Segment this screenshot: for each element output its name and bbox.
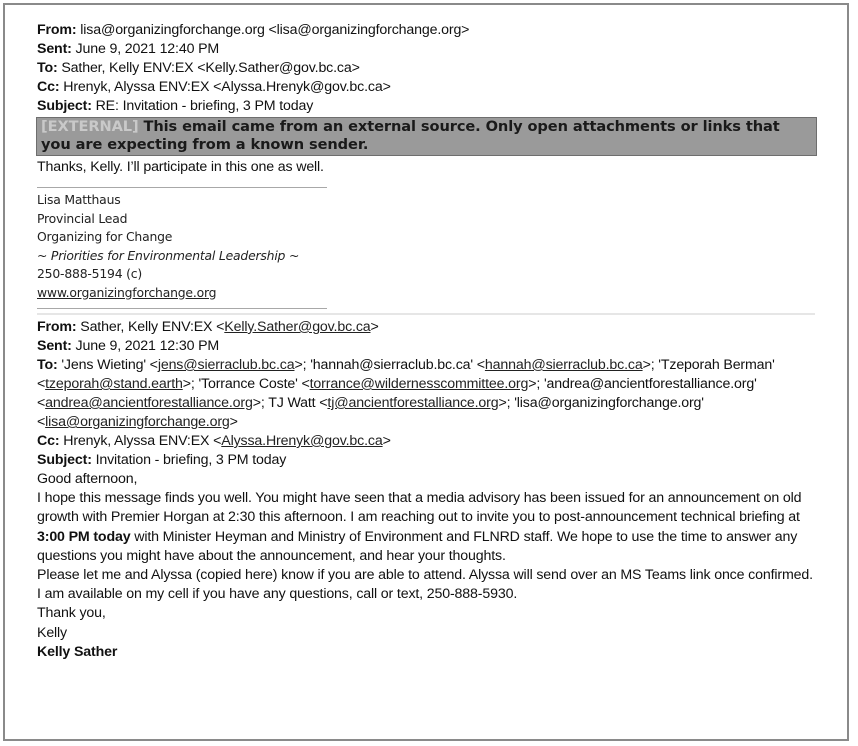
recipient-email-link[interactable]: torrance@wildernesscommittee.org (309, 376, 529, 392)
external-warning-text: This email came from an external source. Only open attachments or links that you are expecting from a known sender. (41, 118, 780, 153)
recipient-display-name: TJ Watt < (268, 395, 328, 411)
signature-title: Provincial Lead (37, 210, 128, 226)
recipient-separator: >; (182, 376, 199, 392)
to-line (37, 59, 817, 78)
subject-value-2: Invitation - briefing, 3 PM today (95, 452, 287, 468)
signature-tagline (37, 247, 817, 266)
greeting: Good afternoon, (37, 471, 138, 487)
recipient-separator: >; (294, 357, 311, 373)
subject-line-2 (37, 451, 817, 470)
signature-phone: 250-888-5194 (c) (37, 266, 142, 281)
closing: Thank you, (37, 605, 106, 622)
sign-full-name-text: Kelly Sather (37, 643, 118, 660)
sent-line (37, 40, 817, 59)
paragraph-2: Please let me and Alyssa (copied here) know if you are able to attend. Alyssa will send over an MS Teams link once confirmed. (37, 567, 813, 584)
recipient-email-link[interactable]: tj@ancientforestalliance.org (327, 395, 499, 411)
from-email-link[interactable]: Kelly.Sather@gov.bc.ca (224, 319, 371, 335)
signature-block (37, 191, 817, 302)
recipient-separator: >; (498, 395, 515, 411)
cc-line (37, 78, 817, 97)
recipient-list (37, 357, 775, 430)
cc-label-2: Cc: (37, 433, 60, 449)
signature-name: Lisa Matthaus (37, 192, 121, 207)
signature-org: Organizing for Change (37, 229, 173, 244)
cc-name-2: Hrenyk, Alyssa ENV:EX < (63, 433, 222, 449)
signature-website-link[interactable]: www.organizingforchange.org (37, 284, 217, 300)
email-thread (37, 21, 817, 662)
reply-body: Thanks, Kelly. I’ll participate in this one as well. (37, 159, 324, 175)
cc-line-2: Cc: Hrenyk, Alyssa ENV:EX <Alyssa.Hrenyk@gov.bc.ca> (37, 433, 391, 449)
to-label-2: To: (37, 357, 58, 373)
recipient (310, 357, 658, 373)
recipient (198, 376, 543, 392)
recipient-display-name: 'lisa@organizingforchange.org' < (37, 395, 704, 430)
external-tag: [EXTERNAL] (41, 118, 139, 135)
subject-label: Subject: (37, 98, 92, 114)
briefing-time: 3:00 PM today (37, 528, 131, 545)
subject-line (37, 97, 817, 116)
from-label: From: (37, 22, 77, 38)
signature-divider (37, 187, 327, 188)
recipient (61, 357, 310, 373)
recipient-display-name: 'Tzeporah Berman' < (37, 357, 775, 392)
recipient-email-link[interactable]: hannah@sierraclub.bc.ca (484, 357, 643, 373)
paragraph-1-part-a: I hope this message finds you well. You might have seen that a media advisory has been issued for an announcement on old growth with Premier Horgan at 2:30 this afternoon. I am reaching out to invite you to post-announcement technical briefing at (37, 490, 802, 526)
from-line-2: From: Sather, Kelly ENV:EX <Kelly.Sather@gov.bc.ca> (37, 319, 379, 335)
from-line (37, 21, 817, 40)
to-label: To: (37, 60, 58, 76)
sign-first-name: Kelly (37, 624, 68, 641)
recipient-display-name: 'andrea@ancientforestalliance.org' < (37, 376, 757, 411)
paragraph-1 (37, 489, 817, 566)
recipient-separator: >; (252, 395, 269, 411)
sent-value-2: June 9, 2021 12:30 PM (75, 338, 220, 354)
sent-label-2: Sent: (37, 338, 72, 354)
sent-label: Sent: (37, 41, 72, 57)
signature-divider-bottom (37, 308, 327, 309)
cc-label: Cc: (37, 79, 60, 95)
paragraph-1-part-b: with Minister Heyman and Ministry of Environment and FLNRD staff. We hope to use the time to answer any questions you might have about the announcement, and hear your thoughts. (37, 528, 798, 564)
recipient-display-name: 'Torrance Coste' < (198, 376, 310, 392)
recipient (268, 395, 514, 411)
recipient-email-link[interactable]: tzeporah@stand.earth (45, 376, 183, 392)
message-body (37, 470, 817, 662)
cc-value: Hrenyk, Alyssa ENV:EX <Alyssa.Hrenyk@gov.bc.ca> (63, 79, 391, 95)
signature-tagline-text: ~ Priorities for Environmental Leadership ~ (37, 247, 300, 263)
recipient-separator: >; (528, 376, 544, 392)
cc-email-link[interactable]: Alyssa.Hrenyk@gov.bc.ca (221, 433, 383, 449)
sent-value: June 9, 2021 12:40 PM (75, 41, 220, 57)
to-line-2 (37, 356, 817, 432)
subject-value: RE: Invitation - briefing, 3 PM today (95, 98, 314, 114)
from-value: lisa@organizingforchange.org <lisa@organizingforchange.org> (80, 22, 470, 38)
sign-full-name (37, 643, 817, 662)
recipient-email-link[interactable]: lisa@organizingforchange.org (45, 414, 230, 430)
recipient-display-name: 'hannah@sierraclub.bc.ca' < (310, 357, 485, 373)
recipient-display-name: 'Jens Wieting' < (61, 357, 158, 373)
from-label-2: From: (37, 319, 77, 335)
from-name-2: Sather, Kelly ENV:EX < (80, 319, 225, 335)
paragraph-3: I am available on my cell if you have any questions, call or text, 250-888-5930. (37, 586, 518, 603)
recipient-email-link[interactable]: andrea@ancientforestalliance.org (45, 395, 253, 411)
to-value: Sather, Kelly ENV:EX <Kelly.Sather@gov.bc.ca> (61, 60, 360, 76)
message-separator (37, 313, 815, 315)
external-warning-banner (36, 117, 817, 156)
recipient-email-link[interactable]: jens@sierraclub.bc.ca (157, 357, 295, 373)
subject-label-2: Subject: (37, 452, 92, 468)
recipient-separator: > (229, 414, 238, 430)
sent-line-2 (37, 337, 817, 356)
recipient-separator: >; (642, 357, 659, 373)
